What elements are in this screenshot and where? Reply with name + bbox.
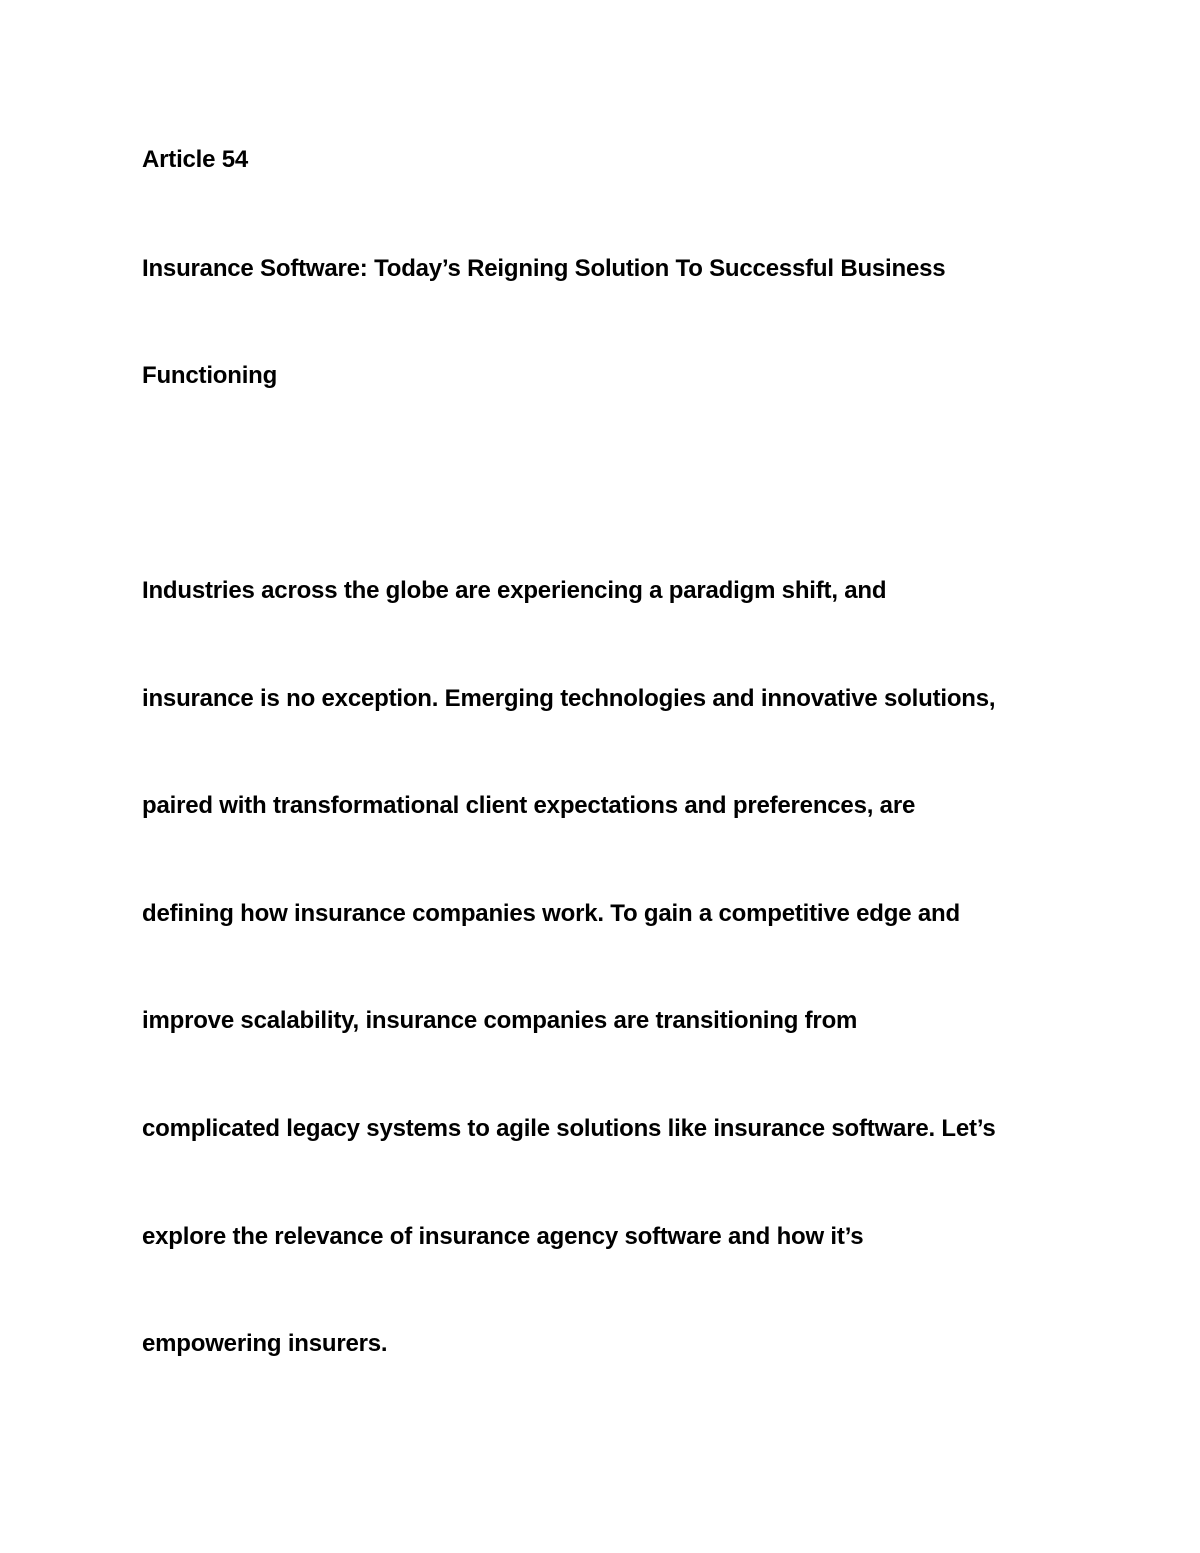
body-line-4: defining how insurance companies work. To gain a competitive edge and <box>142 900 960 927</box>
body-line-2: insurance is no exception. Emerging technologies and innovative solutions, <box>142 685 996 712</box>
body-line-7: explore the relevance of insurance agency software and how it’s <box>142 1223 864 1250</box>
title-line-1: Insurance Software: Today’s Reigning Solution To Successful Business <box>142 255 946 282</box>
body-line-6: complicated legacy systems to agile solutions like insurance software. Let’s <box>142 1115 996 1142</box>
body-line-1: Industries across the globe are experiencing a paradigm shift, and <box>142 577 887 604</box>
body-line-5: improve scalability, insurance companies are transitioning from <box>142 1007 858 1034</box>
article-label: Article 54 <box>142 146 249 173</box>
body-line-8: empowering insurers. <box>142 1330 388 1357</box>
body-line-3: paired with transformational client expectations and preferences, are <box>142 792 916 819</box>
title-line-2: Functioning <box>142 362 278 389</box>
